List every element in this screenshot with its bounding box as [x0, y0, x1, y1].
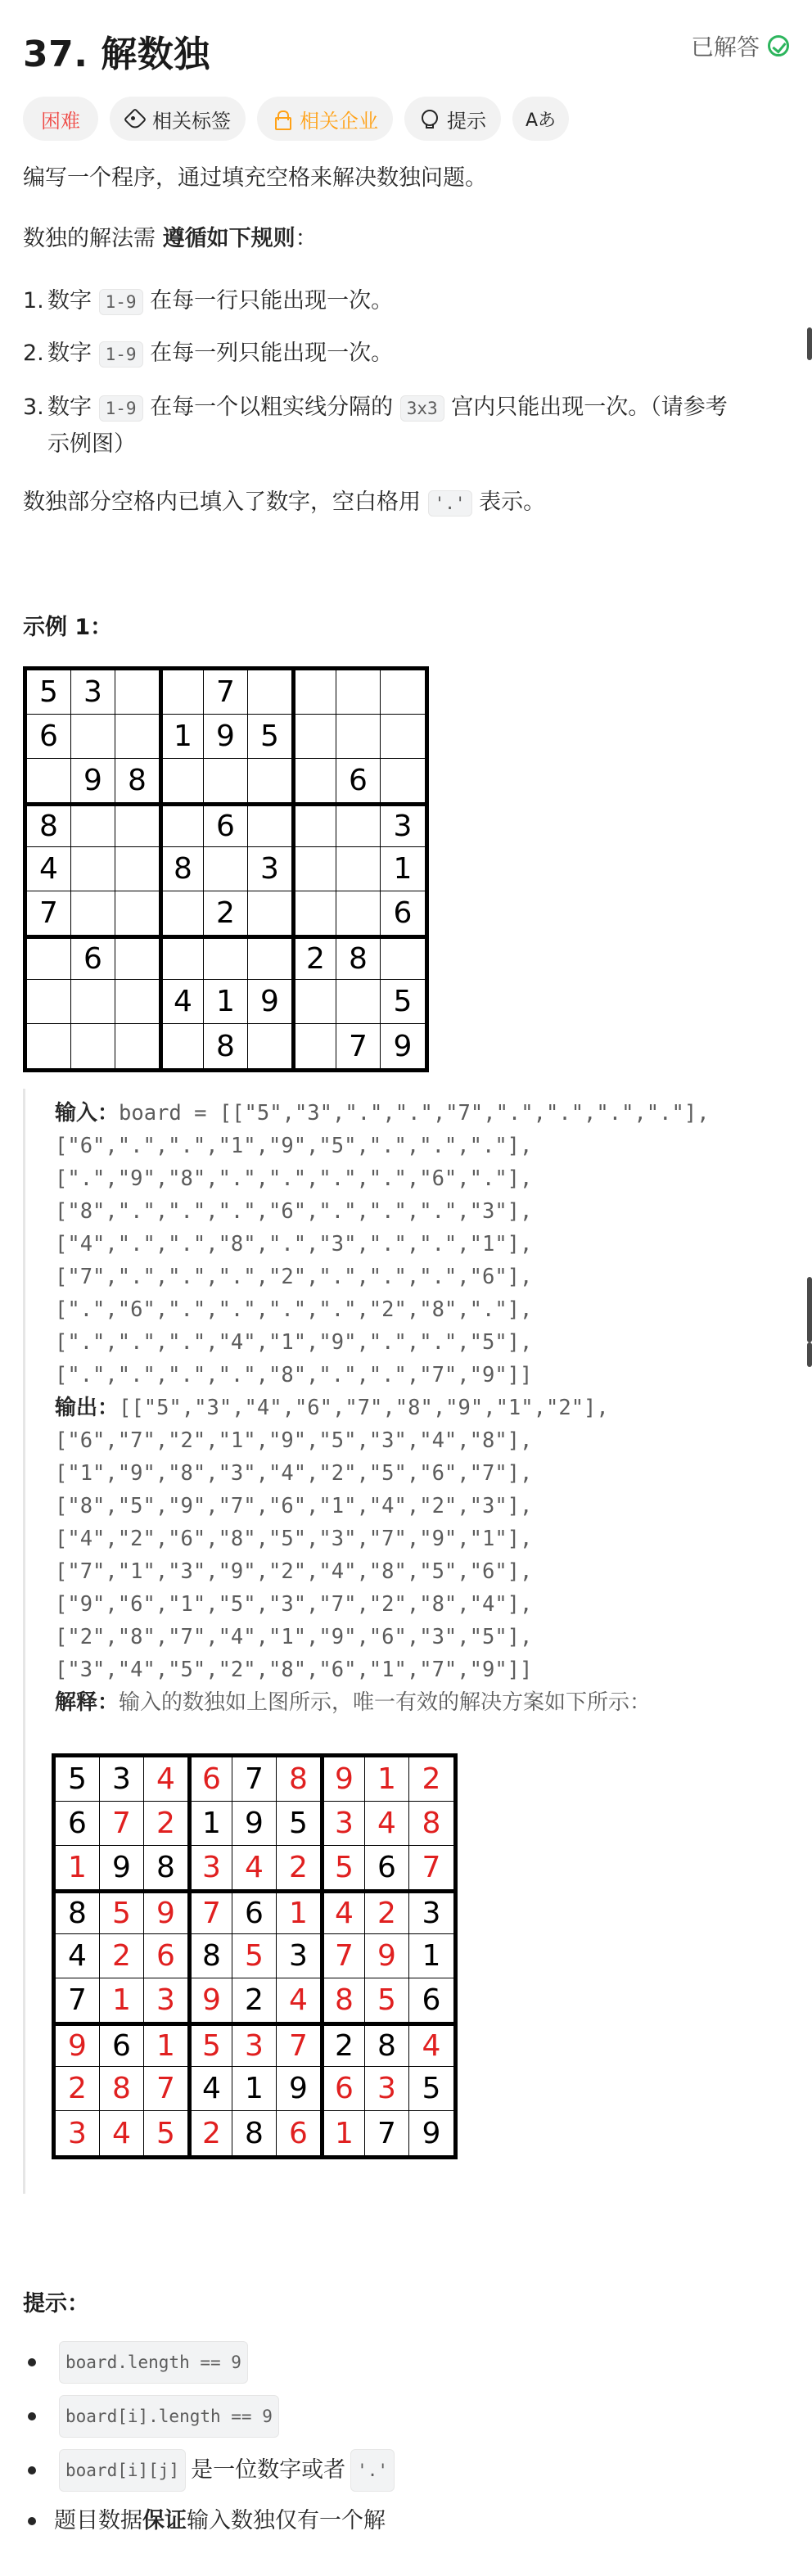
inline-code: 1-9 [99, 341, 143, 368]
sudoku-cell: 3 [100, 1757, 144, 1802]
sudoku-cell [292, 803, 336, 847]
sudoku-cell: 3 [188, 1846, 232, 1890]
rules-prefix: 数独的解法需 [23, 226, 163, 251]
inline-code: board.length == 9 [59, 2341, 248, 2384]
sudoku-cell: 2 [188, 2111, 232, 2155]
rule-text: 在每一列只能出现一次。 [142, 341, 394, 366]
sudoku-cell [381, 759, 425, 803]
sudoku-cell: 9 [71, 759, 115, 803]
sudoku-cell: 6 [100, 2023, 144, 2067]
sudoku-cell: 2 [232, 1978, 277, 2023]
input-code: board = [["5","3",".",".","7",".",".",".","."], [119, 1101, 710, 1126]
sudoku-cell: 1 [160, 715, 204, 759]
rule-text: 在每一行只能出现一次。 [142, 288, 394, 314]
input-code: [".","6",".",".",".",".","2","8","."], [55, 1297, 533, 1322]
sudoku-cell: 2 [365, 1890, 409, 1934]
input-code: [".",".",".","4","1","9",".",".","5"], [55, 1330, 533, 1355]
sudoku-cell: 7 [144, 2067, 188, 2111]
constraint-text: 是一位数字或者 [191, 2457, 346, 2483]
topics-tag-label: 相关标签 [152, 109, 231, 133]
sudoku-cell: 1 [100, 1978, 144, 2023]
sudoku-cell: 3 [321, 1802, 365, 1846]
inline-code: 1-9 [99, 289, 143, 315]
translate-icon: Aあ [526, 110, 557, 131]
inline-code: 1-9 [99, 395, 143, 422]
solved-label: 已解答 [690, 34, 760, 61]
sudoku-cell: 8 [188, 1934, 232, 1978]
sudoku-cell: 5 [409, 2067, 453, 2111]
input-code: ["6",".",".","1","9","5",".",".","."], [55, 1134, 533, 1158]
rule-number: 1. [23, 288, 44, 314]
sudoku-cell [292, 715, 336, 759]
sudoku-cell [115, 847, 160, 891]
sudoku-cell: 3 [71, 670, 115, 715]
sudoku-cell: 2 [277, 1846, 321, 1890]
sudoku-cell: 5 [100, 1890, 144, 1934]
sudoku-cell: 8 [160, 847, 204, 891]
sudoku-cell: 7 [409, 1846, 453, 1890]
sudoku-cell: 8 [321, 1978, 365, 2023]
sudoku-cell [292, 980, 336, 1024]
sudoku-cell: 6 [409, 1978, 453, 2023]
sudoku-cell: 1 [321, 2111, 365, 2155]
rules-bold: 遵循如下规则 [162, 226, 295, 251]
sudoku-cell: 7 [27, 891, 71, 936]
sudoku-cell: 1 [56, 1846, 100, 1890]
sudoku-cell: 1 [277, 1890, 321, 1934]
sudoku-cell: 2 [100, 1934, 144, 1978]
sudoku-cell: 7 [188, 1890, 232, 1934]
sudoku-cell [71, 715, 115, 759]
sudoku-puzzle-image [23, 666, 429, 1072]
sudoku-cell: 6 [144, 1934, 188, 1978]
sudoku-cell: 1 [188, 1802, 232, 1846]
sudoku-cell [292, 891, 336, 936]
sudoku-cell: 1 [381, 847, 425, 891]
sudoku-cell [160, 759, 204, 803]
sudoku-cell: 8 [27, 803, 71, 847]
sudoku-cell: 6 [277, 2111, 321, 2155]
sudoku-cell: 4 [56, 1934, 100, 1978]
sudoku-cell: 9 [204, 715, 248, 759]
sudoku-cell [71, 1024, 115, 1068]
sudoku-cell: 4 [409, 2023, 453, 2067]
sudoku-cell: 6 [321, 2067, 365, 2111]
sudoku-cell: 2 [292, 936, 336, 980]
sudoku-cell: 8 [277, 1757, 321, 1802]
sudoku-cell: 9 [321, 1757, 365, 1802]
sudoku-cell: 4 [277, 1978, 321, 2023]
sudoku-cell [27, 759, 71, 803]
sudoku-cell [204, 936, 248, 980]
scrollbar[interactable] [804, 246, 812, 1351]
sudoku-cell: 3 [144, 1978, 188, 2023]
sudoku-cell: 3 [277, 1934, 321, 1978]
lightbulb-icon [419, 109, 439, 129]
output-code: ["3","4","5","2","8","6","1","7","9"]] [55, 1658, 533, 1682]
bullet-icon [28, 2517, 36, 2525]
output-code: ["1","9","8","3","4","2","5","6","7"], [55, 1461, 533, 1486]
sudoku-cell: 7 [336, 1024, 381, 1068]
sudoku-cell: 5 [381, 980, 425, 1024]
sudoku-cell: 2 [409, 1757, 453, 1802]
tag-icon [124, 109, 144, 129]
sudoku-cell [336, 715, 381, 759]
sudoku-cell: 8 [365, 2023, 409, 2067]
sudoku-cell: 5 [248, 715, 292, 759]
sudoku-cell: 8 [144, 1846, 188, 1890]
sudoku-cell: 6 [27, 715, 71, 759]
sudoku-cell: 9 [232, 1802, 277, 1846]
output-code: ["4","2","6","8","5","3","7","9","1"], [55, 1527, 533, 1551]
sudoku-cell [115, 715, 160, 759]
sudoku-cell: 5 [321, 1846, 365, 1890]
sudoku-cell [115, 670, 160, 715]
sudoku-cell: 9 [248, 980, 292, 1024]
companies-tag-label: 相关企业 [300, 109, 378, 133]
sudoku-cell: 9 [393, 1029, 413, 1063]
sudoku-cell: 3 [365, 2067, 409, 2111]
sudoku-cell: 3 [248, 847, 292, 891]
sudoku-cell [71, 847, 115, 891]
constraints-title: 提示： [23, 2291, 89, 2317]
sudoku-cell: 9 [100, 1846, 144, 1890]
input-code: [".",".",".",".","8",".",".","7","9"]] [55, 1363, 533, 1387]
sudoku-cell: 9 [56, 2023, 100, 2067]
output-label: 输出： [55, 1396, 120, 1420]
sudoku-cell: 4 [188, 2067, 232, 2111]
sudoku-cell: 7 [56, 1978, 100, 2023]
rule-text: 数字 [47, 288, 99, 314]
sudoku-cell [336, 980, 381, 1024]
inline-code: '.' [350, 2449, 395, 2492]
difficulty-badge [23, 97, 98, 141]
sudoku-cell [292, 670, 336, 715]
sudoku-cell [292, 759, 336, 803]
sudoku-cell: 7 [277, 2023, 321, 2067]
sudoku-cell: 2 [321, 2023, 365, 2067]
sudoku-cell: 8 [100, 2067, 144, 2111]
sudoku-cell: 9 [144, 1890, 188, 1934]
sudoku-cell [336, 670, 381, 715]
problem-title: 37. 解数独 [23, 34, 210, 75]
sudoku-cell: 5 [277, 1802, 321, 1846]
rule-1 [23, 283, 393, 320]
hint-tag-label: 提示 [447, 109, 486, 133]
sudoku-cell: 1 [409, 1934, 453, 1978]
sudoku-cell: 1 [232, 2067, 277, 2111]
sudoku-cell: 5 [27, 670, 71, 715]
constraint-text: 题目数据 [54, 2508, 142, 2533]
sudoku-cell: 8 [204, 1024, 248, 1068]
sudoku-cell: 6 [188, 1757, 232, 1802]
inline-code: board[i][j] [59, 2449, 186, 2492]
sudoku-cell [160, 1024, 204, 1068]
input-code: ["4",".",".","8",".","3",".",".","1"], [55, 1232, 533, 1256]
output-code: [["5","3","4","6","7","8","9","1","2"], [119, 1396, 609, 1420]
sudoku-cell: 7 [365, 2111, 409, 2155]
sudoku-cell [248, 670, 292, 715]
sudoku-cell: 5 [188, 2023, 232, 2067]
constraint-text: 输入数独仅有一个解 [187, 2508, 386, 2533]
sudoku-cell: 2 [144, 1802, 188, 1846]
sudoku-cell: 9 [277, 2067, 321, 2111]
sudoku-cell [292, 847, 336, 891]
blank-text: 数独部分空格内已填入了数字，空白格用 [23, 489, 428, 515]
explanation-label: 解释： [55, 1690, 120, 1715]
blank-text: 表示。 [471, 489, 546, 515]
sudoku-cell: 7 [204, 670, 248, 715]
sudoku-cell: 8 [56, 1890, 100, 1934]
sudoku-cell [336, 891, 381, 936]
sudoku-cell: 7 [321, 1934, 365, 1978]
sudoku-cell: 8 [336, 936, 381, 980]
sudoku-cell: 4 [160, 980, 204, 1024]
output-code: ["7","1","3","9","2","4","8","5","6"], [55, 1559, 533, 1584]
constraint-item [23, 2503, 386, 2539]
input-line [55, 1097, 710, 1130]
sudoku-cell [71, 891, 115, 936]
sudoku-cell: 6 [71, 936, 115, 980]
sudoku-cell: 1 [365, 1757, 409, 1802]
sudoku-cell: 8 [409, 1802, 453, 1846]
lock-icon [272, 109, 291, 129]
sudoku-cell: 5 [56, 1757, 100, 1802]
output-line [55, 1392, 609, 1424]
rules-heading [23, 223, 318, 255]
sudoku-cell [336, 803, 381, 847]
sudoku-cell: 4 [144, 1757, 188, 1802]
sudoku-cell [248, 891, 292, 936]
sudoku-cell: 3 [56, 2111, 100, 2155]
sudoku-cell [381, 715, 425, 759]
topics-tag-button[interactable] [110, 97, 246, 141]
sudoku-cell: 6 [365, 1846, 409, 1890]
blank-description [23, 486, 545, 520]
sudoku-cell [336, 847, 381, 891]
translate-button[interactable] [512, 97, 569, 141]
sudoku-cell [248, 759, 292, 803]
sudoku-cell [115, 980, 160, 1024]
bullet-icon [28, 2412, 36, 2420]
sudoku-cell: 6 [232, 1890, 277, 1934]
sudoku-cell: 4 [321, 1890, 365, 1934]
constraint-item [23, 2449, 399, 2492]
sudoku-cell: 4 [365, 1802, 409, 1846]
sudoku-cell: 6 [336, 759, 381, 803]
rules-suffix: ： [295, 226, 318, 251]
sudoku-cell [160, 891, 204, 936]
rule-3 [23, 390, 728, 462]
sudoku-cell: 6 [381, 891, 425, 936]
input-code: ["7",".",".",".","2",".",".",".","6"], [55, 1265, 533, 1289]
solved-status [691, 29, 789, 62]
sudoku-cell: 1 [144, 2023, 188, 2067]
output-code: ["8","5","9","7","6","1","4","2","3"], [55, 1494, 533, 1518]
sudoku-cell [27, 1024, 71, 1068]
bullet-icon [28, 2358, 36, 2366]
sudoku-cell [248, 803, 292, 847]
output-code: ["6","7","2","1","9","5","3","4","8"], [55, 1428, 533, 1453]
sudoku-cell [381, 936, 425, 980]
output-code: ["9","6","1","5","3","7","2","8","4"], [55, 1592, 533, 1617]
example-title: 示例 1： [23, 615, 113, 640]
sudoku-cell: 7 [232, 1757, 277, 1802]
sudoku-cell: 9 [188, 1978, 232, 2023]
check-circle-icon [768, 35, 789, 56]
rule-text-continued: 示例图） [47, 431, 136, 457]
sudoku-cell [292, 1024, 336, 1068]
inline-code: board[i].length == 9 [59, 2395, 279, 2438]
hint-tag-button[interactable] [404, 97, 501, 141]
rule-text: 宫内只能出现一次。（请参考 [444, 395, 728, 420]
rule-text: 数字 [47, 341, 99, 366]
sudoku-cell [160, 803, 204, 847]
input-label: 输入： [55, 1101, 120, 1126]
sudoku-cell: 6 [204, 803, 248, 847]
explanation-text: 输入的数独如上图所示，唯一有效的解决方案如下所示： [119, 1690, 652, 1715]
sudoku-cell: 7 [100, 1802, 144, 1846]
sudoku-solution-image [52, 1753, 458, 2159]
inline-code: '.' [428, 490, 472, 517]
sudoku-cell [71, 980, 115, 1024]
rule-number: 2. [23, 341, 44, 366]
sudoku-cell: 1 [204, 980, 248, 1024]
sudoku-cell [115, 803, 160, 847]
sudoku-cell [71, 803, 115, 847]
sudoku-cell: 4 [232, 1846, 277, 1890]
sudoku-cell: 6 [56, 1802, 100, 1846]
difficulty-label: 困难 [41, 109, 80, 133]
sudoku-cell: 5 [144, 2111, 188, 2155]
sudoku-cell: 4 [100, 2111, 144, 2155]
sudoku-cell [381, 670, 425, 715]
sudoku-cell [115, 936, 160, 980]
sudoku-cell: 5 [232, 1934, 277, 1978]
example-block [23, 1089, 789, 2194]
sudoku-cell: 2 [56, 2067, 100, 2111]
sudoku-cell [160, 670, 204, 715]
sudoku-cell: 8 [232, 2111, 277, 2155]
inline-code: 3x3 [400, 395, 444, 422]
constraint-bold: 保证 [142, 2508, 187, 2533]
sudoku-cell [204, 847, 248, 891]
sudoku-cell: 5 [365, 1978, 409, 2023]
sudoku-cell [27, 936, 71, 980]
explanation-line [55, 1686, 651, 1721]
companies-tag-button[interactable] [257, 97, 393, 141]
rule-text: 在每一个以粗实线分隔的 [142, 395, 400, 420]
bullet-icon [28, 2466, 36, 2474]
sudoku-cell [204, 759, 248, 803]
sudoku-cell: 4 [27, 847, 71, 891]
sudoku-cell [160, 936, 204, 980]
sudoku-cell: 8 [115, 759, 160, 803]
sudoku-cell [27, 980, 71, 1024]
output-code: ["2","8","7","4","1","9","6","3","5"], [55, 1625, 533, 1649]
sudoku-cell [248, 1024, 292, 1068]
rule-number: 3. [23, 395, 44, 420]
input-code: ["8",".",".",".","6",".",".",".","3"], [55, 1199, 533, 1224]
sudoku-cell [115, 891, 160, 936]
problem-tags [23, 97, 569, 141]
sudoku-cell: 3 [409, 1890, 453, 1934]
sudoku-cell: 3 [232, 2023, 277, 2067]
sudoku-cell: 9 [365, 1934, 409, 1978]
sudoku-cell: 3 [381, 803, 425, 847]
rule-text: 数字 [47, 395, 99, 420]
sudoku-cell [248, 936, 292, 980]
sudoku-cell: 9 [422, 2116, 441, 2150]
input-code: [".","9","8",".",".",".",".","6","."], [55, 1166, 533, 1191]
description-intro: 编写一个程序，通过填充空格来解决数独问题。 [23, 165, 487, 191]
sudoku-cell: 2 [204, 891, 248, 936]
rule-2 [23, 336, 393, 372]
sudoku-cell [115, 1024, 160, 1068]
constraint-item [23, 2395, 284, 2438]
constraint-item [23, 2341, 253, 2384]
